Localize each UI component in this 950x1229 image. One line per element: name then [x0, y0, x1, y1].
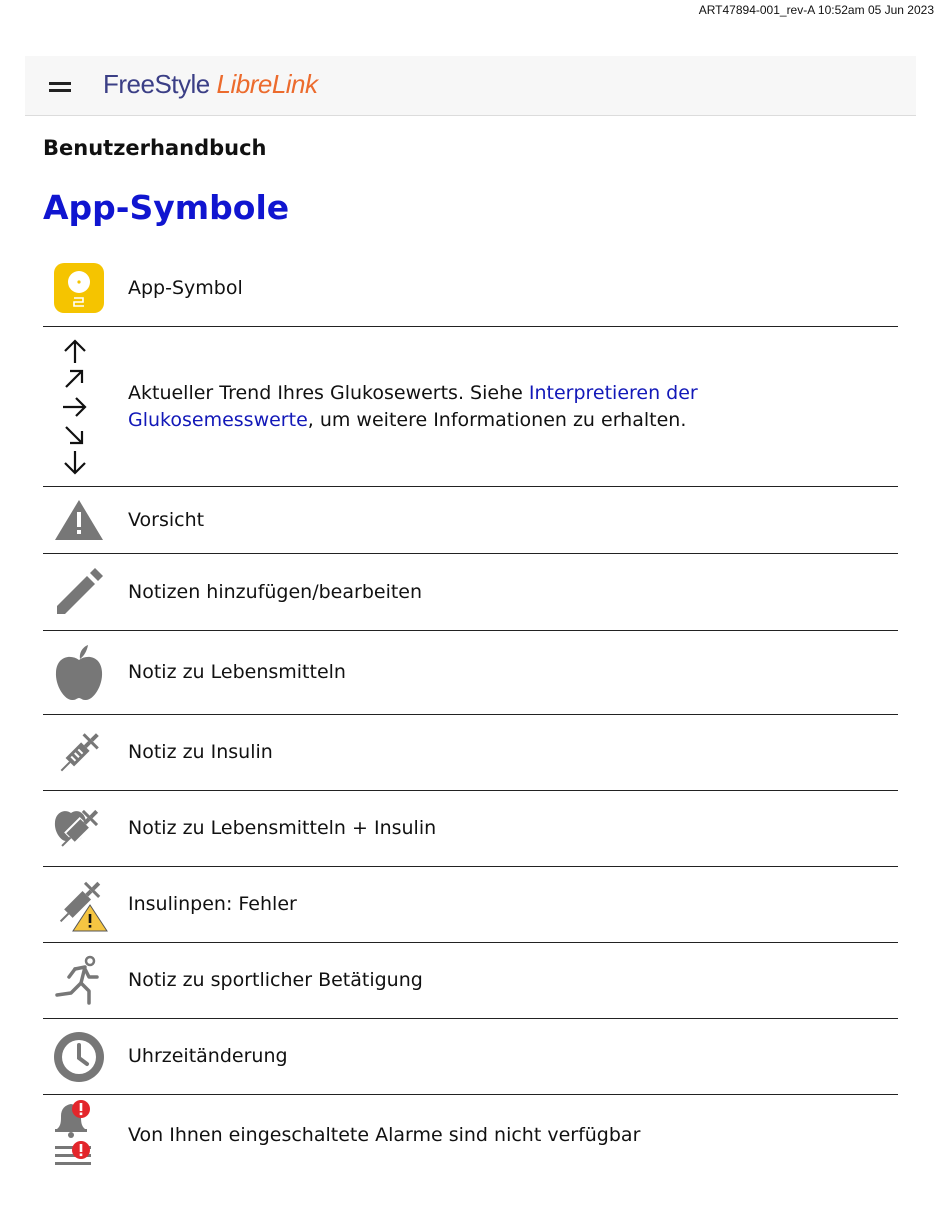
app-icon	[53, 262, 105, 314]
symbol-description: Notiz zu Insulin	[128, 741, 273, 763]
brand-name-part2: LibreLink	[216, 69, 318, 99]
symbol-description: Von Ihnen eingeschaltete Alarme sind nicht verfügbar	[128, 1123, 641, 1146]
menu-icon[interactable]	[47, 76, 75, 98]
trend-text-before: Aktueller Trend Ihres Glukosewerts. Siehe	[128, 381, 529, 404]
symbol-row-notes	[43, 554, 898, 631]
document-id: ART47894-001_rev-A 10:52am 05 Jun 2023	[698, 3, 934, 17]
syringe-icon	[53, 727, 105, 779]
symbol-table	[43, 250, 898, 1175]
brand-logo	[103, 69, 318, 100]
symbol-description: App-Symbol	[128, 276, 243, 299]
symbol-description: Notizen hinzufügen/bearbeiten	[128, 580, 423, 603]
trend-arrows-icon	[60, 339, 90, 475]
symbol-row-food-insulin	[43, 791, 898, 867]
symbol-description: Notiz zu Lebensmitteln + Insulin	[128, 817, 437, 839]
pencil-icon	[53, 566, 105, 618]
caution-icon	[53, 498, 105, 542]
symbol-description: Uhrzeitänderung	[128, 1045, 288, 1067]
symbol-row-insulin	[43, 715, 898, 791]
page-title: App-Symbole	[43, 188, 290, 227]
symbol-description	[128, 380, 898, 434]
symbol-row-exercise	[43, 943, 898, 1019]
symbol-description: Vorsicht	[128, 508, 205, 531]
brand-name-part1: FreeStyle	[103, 69, 210, 99]
symbol-row-caution	[43, 487, 898, 554]
runner-icon	[53, 955, 105, 1007]
symbol-row-alarms-unavailable	[43, 1095, 898, 1175]
symbol-row-pen-error	[43, 867, 898, 943]
manual-title: Benutzerhandbuch	[43, 136, 267, 160]
symbol-description: Notiz zu Lebensmitteln	[128, 661, 346, 683]
glucose-readings-link[interactable]: Interpretieren der Glukosemesswerte	[128, 381, 698, 431]
apple-syringe-icon	[53, 803, 105, 855]
apple-icon	[53, 644, 105, 702]
symbol-row-app	[43, 250, 898, 327]
symbol-row-trend	[43, 327, 898, 487]
trend-text-after: , um weitere Informationen zu erhalten.	[307, 408, 687, 431]
symbol-description: Notiz zu sportlicher Betätigung	[128, 969, 423, 991]
symbol-row-food	[43, 631, 898, 715]
alarm-unavailable-icon	[53, 1099, 101, 1171]
clock-icon	[53, 1031, 105, 1083]
symbol-row-time-change	[43, 1019, 898, 1095]
top-bar	[25, 56, 916, 116]
symbol-description: Insulinpen: Fehler	[128, 893, 297, 915]
insulin-pen-error-icon	[53, 877, 109, 933]
